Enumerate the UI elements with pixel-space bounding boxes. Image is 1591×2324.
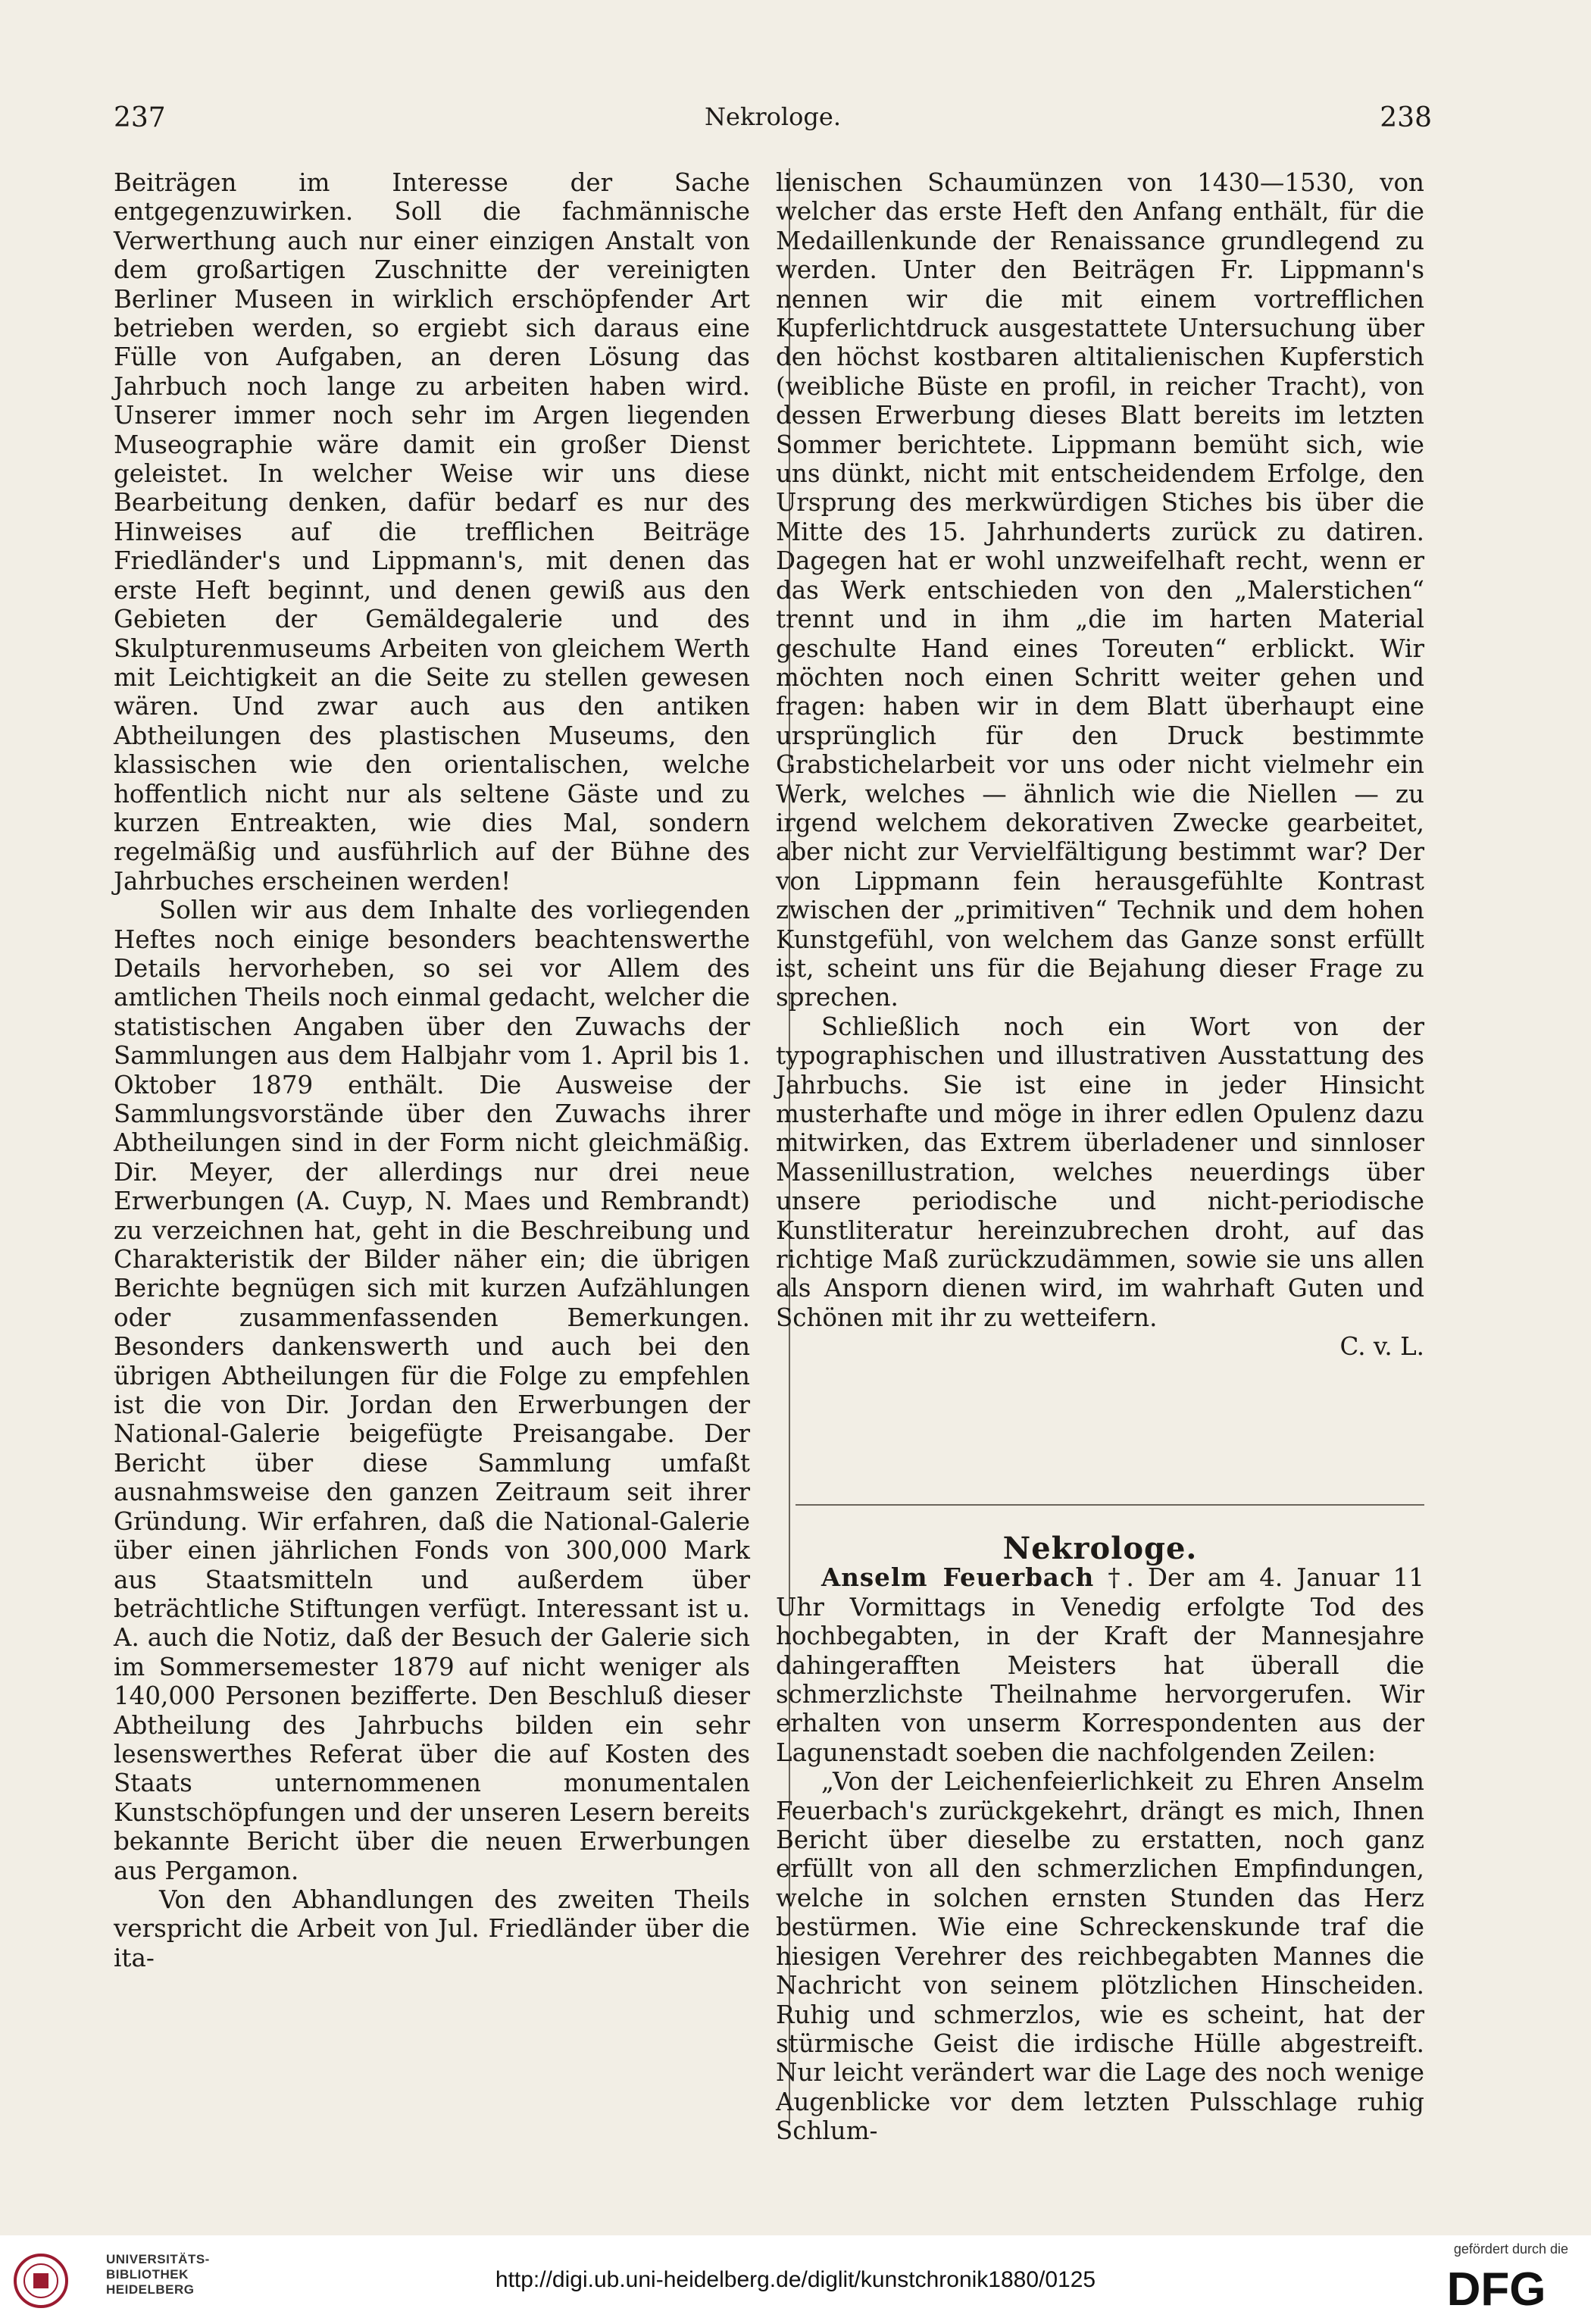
left-paragraph-2: Sollen wir aus dem Inhalte des vorliegenden Heftes noch einige besonders beachtenswerthe Details hervorheben, so sei vor Allem des amtlichen Theils noch einmal gedacht, welcher die statistischen Angaben über den Zuwachs der Sammlungen aus dem Halbjahr vom 1. April bis 1. Oktober 1879 enthält. Die Ausweise der Sammlungsvorstände über den Zuwachs ihrer Abtheilungen sind in der Form nicht gleichmäßig. Dir. Meyer, der allerdings nur drei neue Erwerbungen (A. Cuyp, N. Maes und Rembrandt) zu verzeichnen hat, geht in die Beschreibung und Charakteristik der Bilder näher ein; die übrigen Berichte begnügen sich mit kurzen Aufzählungen oder zusammenfassenden Bemerkungen. Besonders dankenswerth und auch bei den übrigen Abtheilungen für die Folge zu empfehlen ist die von Dir. Jordan den Erwerbungen der National-Galerie beigefügte Preisangabe. Der Bericht über diese Sammlung umfaßt ausnahmsweise den ganzen Zeitraum seit ihrer Gründung. Wir erfahren, daß die National-Galerie über einen jährlichen Fonds von 300,000 Mark aus Staatsmitteln und außerdem über beträchtliche Stiftungen verfügt. Interessant ist u. A. auch die Notiz, daß der Besuch der Galerie sich im Sommersemester 1879 auf nicht weniger als 140,000 Personen bezifferte. Den Beschluß dieser Abtheilung des Jahrbuchs bilden ein sehr lesenswerthes Referat über die auf Kosten des Staats unternommenen monumentalen Kunstschöpfungen und der unseren Lesern bereits bekannte Bericht über die neuen Erwerbungen aus Pergamon. (114, 896, 750, 1885)
left-column (114, 168, 750, 1972)
running-title: Nekrologe. (705, 102, 841, 131)
obituary-text: †. Der am 4. Januar 11 Uhr Vormittags in Venedig erfolgte Tod des hochbegabten, in der Kraft der Mannesjahre dahingerafften Meisters hat überall die schmerzlichste Theilnahme hervorgerufen. Wir erhalten von unserm Korrespondenten aus der Lagunenstadt soeben die nachfolgenden Zeilen: (776, 1563, 1424, 1767)
obituary-entry (776, 1563, 1424, 1767)
institution-line-2: BIBLIOTHEK (106, 2267, 189, 2282)
obituary-section (776, 1531, 1424, 2146)
left-paragraph-1: Beiträgen im Interesse der Sache entgegenzuwirken. Soll die fachmännische Verwerthung auch nur einer einzigen Anstalt von dem großartigen Zuschnitte der vereinigten Berliner Museen in wirklich erschöpfender Art betrieben werden, so ergiebt sich daraus eine Fülle von Aufgaben, an deren Lösung das Jahrbuch noch lange zu arbeiten haben wird. Unserer immer noch sehr im Argen liegenden Museographie wäre damit ein großer Dienst geleistet. In welcher Weise wir uns diese Bearbeitung denken, dafür bedarf es nur des Hinweises auf die trefflichen Beiträge Friedländer's und Lippmann's, mit denen das erste Heft beginnt, und denen gewiß aus den Gebieten der Gemäldegalerie und des Skulpturenmuseums Arbeiten von gleichem Werth mit Leichtigkeit an die Seite zu stellen gewesen wären. Und zwar auch aus den antiken Abtheilungen des plastischen Museums, den klassischen wie den orientalischen, welche hoffentlich nicht nur als seltene Gäste und zu kurzen Entreakten, wie dies Mal, sondern regelmäßig und ausführlich auf der Bühne des Jahrbuches erscheinen werden! (114, 168, 750, 896)
section-title: Nekrologe. (1002, 1531, 1198, 1566)
page-header (114, 102, 1432, 140)
page-number-left: 237 (114, 102, 166, 133)
obituary-quote: „Von der Leichenfeierlichkeit zu Ehren Anselm Feuerbach's zurückgekehrt, drängt es mich, Ihnen Bericht über dieselbe zu erstatten, noch ganz erfüllt von all den schmerzlichen Empfindungen, welche in solchen ernsten Stunden das Herz bestürmen. Wie eine Schreckenskunde traf die hiesigen Verehrer des reichbegabten Mannes die Nachricht von seinem plötzlichen Hinscheiden. Ruhig und schmerzlos, wie es scheint, hat der stürmische Geist die irdische Hülle abgestreift. Nur leicht verändert war die Lage des noch wenige Augenblicke vor dem letzten Pulsschlage ruhig Schlum- (776, 1767, 1424, 2146)
right-column (776, 168, 1424, 1362)
right-paragraph-1: lienischen Schaumünzen von 1430—1530, von welcher das erste Heft den Anfang enthält, für die Medaillenkunde der Renaissance grundlegend zu werden. Unter den Beiträgen Fr. Lippmann's nennen wir die mit einem vortrefflichen Kupferlichtdruck ausgestattete Untersuchung über den höchst kostbaren altitalienischen Kupferstich (weibliche Büste en profil, in reicher Tracht), von dessen Erwerbung dieses Blatt bereits im letzten Sommer berichtete. Lippmann bemüht sich, wie uns dünkt, nicht mit entscheidendem Erfolge, den Ursprung des merkwürdigen Stiches bis über die Mitte des 15. Jahrhunderts zurück zu datiren. Dagegen hat er wohl unzweifelhaft recht, wenn er das Werk entschieden von den „Malerstichen“ trennt und in ihm „die im harten Material geschulte Hand eines Toreuten“ erblickt. Wir möchten noch einen Schritt weiter gehen und fragen: haben wir in dem Blatt überhaupt eine ursprünglich für den Druck bestimmte Grabstichelarbeit vor uns oder nicht vielmehr ein Werk, welches — ähnlich wie die Niellen — zu irgend welchem dekorativen Zwecke gearbeitet, aber nicht zur Vervielfältigung bestimmt war? Der von Lippmann fein herausgefühlte Kontrast zwischen der „primitiven“ Technik und dem hohen Kunstgefühl, von welchem das Ganze sonst erfüllt ist, scheint uns für die Bejahung dieser Frage zu sprechen. (776, 168, 1424, 1012)
page-number-right: 238 (1380, 102, 1432, 133)
funded-by-label: gefördert durch die (1453, 2241, 1568, 2257)
viewer-footer (0, 2235, 1591, 2324)
source-url[interactable]: http://digi.ub.uni-heidelberg.de/diglit/kunstchronik1880/0125 (495, 2267, 1096, 2292)
obituary-name: Anselm Feuerbach (821, 1562, 1095, 1593)
institution-line-1: UNIVERSITÄTS- (106, 2252, 210, 2266)
dfg-logo-icon (1424, 2263, 1568, 2313)
right-paragraph-2: Schließlich noch ein Wort von der typographischen und illustrativen Ausstattung des Jahrbuchs. Sie ist eine in jeder Hinsicht musterhafte und möge in ihrer edlen Opulenz dazu mitwirken, das Extrem überladener und sinnloser Massenillustration, welches neuerdings über unsere periodische und nicht-periodische Kunstliteratur hereinzubrechen droht, auf das richtige Maß zurückzudämmen, sowie sie uns allen als Ansporn dienen wird, im wahrhaft Guten und Schönen mit ihr zu wetteifern. (776, 1012, 1424, 1332)
dfg-logo-text: DFG (1446, 2263, 1546, 2313)
left-paragraph-3: Von den Abhandlungen des zweiten Theils verspricht die Arbeit von Jul. Friedländer über die ita- (114, 1885, 750, 1972)
section-divider (796, 1504, 1424, 1506)
institution-line-3: HEIDELBERG (106, 2282, 195, 2297)
author-signature: C. v. L. (1339, 1332, 1424, 1362)
